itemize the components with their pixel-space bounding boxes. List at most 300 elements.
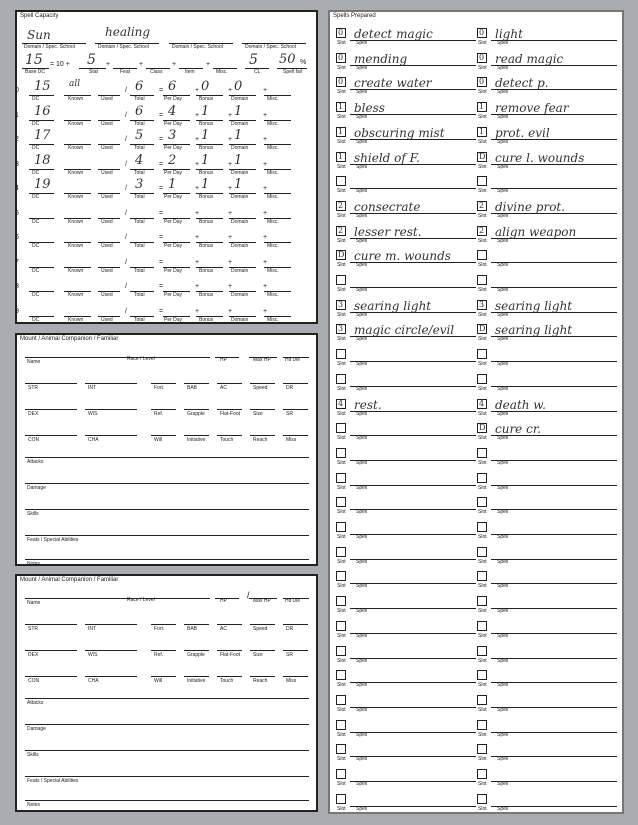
slot-label: Slot xyxy=(478,361,487,368)
slot-number: 0 xyxy=(479,28,485,37)
spell-level-number: 9 xyxy=(15,307,19,315)
spell-level-number: 3 xyxy=(15,160,19,168)
prepared-spell-name[interactable]: obscuring mist xyxy=(354,125,445,140)
prepared-spell-name[interactable]: align weapon xyxy=(495,224,577,239)
slot-checkbox[interactable] xyxy=(477,300,487,310)
spell-label: Spell xyxy=(497,657,509,664)
slot-label: Slot xyxy=(337,410,346,417)
slot-label: Slot xyxy=(337,361,346,368)
level-dc-value[interactable]: 19 xyxy=(34,177,51,192)
slot-checkbox[interactable] xyxy=(477,176,487,186)
prepared-spell-name[interactable]: cure cr. xyxy=(495,422,542,437)
spell-capacity-header: Spell Capacity xyxy=(20,13,59,19)
slot-checkbox[interactable] xyxy=(477,349,487,359)
slot-checkbox[interactable] xyxy=(336,448,346,458)
slot-number: 1 xyxy=(479,126,485,136)
level-domain-value[interactable]: 1 xyxy=(234,152,243,168)
companion-stat-label: Touch xyxy=(220,437,234,443)
slot-number: 1 xyxy=(338,151,344,161)
prepared-spell-name[interactable]: detect magic xyxy=(354,27,433,41)
spell-label: Spell xyxy=(356,682,368,689)
slot-checkbox[interactable] xyxy=(477,275,487,285)
slot-label: Slot xyxy=(478,410,487,417)
slot-checkbox[interactable] xyxy=(477,102,487,112)
prepared-spell-name[interactable]: light xyxy=(495,27,523,41)
spell-label: Spell xyxy=(356,657,368,664)
slot-checkbox[interactable] xyxy=(336,226,346,236)
row-label-known: Known xyxy=(68,218,84,225)
slot-label: Slot xyxy=(337,114,346,121)
row-label-bonus: Bonus xyxy=(199,292,214,298)
level-per_day-value[interactable]: 4 xyxy=(168,103,177,119)
row-label-dc: DC xyxy=(32,292,40,298)
slot-checkbox[interactable] xyxy=(336,522,346,532)
slot-label: Slot xyxy=(337,435,346,442)
row-label-domain: Domain xyxy=(231,218,249,225)
spell-label: Spell xyxy=(497,805,509,812)
row-label-domain: Domain xyxy=(231,267,249,274)
level-bonus-value[interactable]: 1 xyxy=(201,128,210,143)
slot-checkbox[interactable] xyxy=(477,53,487,63)
slot-checkbox[interactable] xyxy=(477,497,487,507)
companion-header: Mount / Animal Companion / Familiar xyxy=(20,336,119,342)
slot-checkbox[interactable] xyxy=(477,28,487,38)
row-label-total: Total xyxy=(134,194,145,200)
companion-skills-label: Skills xyxy=(27,752,39,758)
spell-label: Spell xyxy=(497,89,509,96)
slot-checkbox[interactable] xyxy=(336,300,346,310)
slot-checkbox[interactable] xyxy=(336,670,346,680)
spell-label: Spell xyxy=(497,188,509,195)
school-label-1: Domain / Spec. School xyxy=(24,44,75,50)
row-label-dc: DC xyxy=(32,316,40,323)
spell-label: Spell xyxy=(356,114,368,121)
spell-label: Spell xyxy=(497,731,509,738)
row-label-used: Used xyxy=(101,316,113,323)
level-bonus-value[interactable]: 0 xyxy=(201,79,210,94)
slot-label: Slot xyxy=(478,608,487,615)
slot-checkbox[interactable] xyxy=(336,571,346,581)
spell-label: Spell xyxy=(497,336,509,343)
companion-hitdie-label: Hit Die xyxy=(285,598,301,604)
row-label-total: Total xyxy=(134,267,145,274)
slot-label: Slot xyxy=(478,706,487,713)
spell-level-number: 8 xyxy=(15,283,19,290)
prepared-spell-name[interactable]: searing light xyxy=(354,298,432,313)
slot-checkbox[interactable] xyxy=(477,794,487,804)
slot-checkbox[interactable] xyxy=(336,695,346,705)
slot-label: Slot xyxy=(337,163,346,170)
spell-label: Spell xyxy=(356,336,368,343)
companion-stat-label: INT xyxy=(88,626,97,632)
spell-fail-value[interactable]: 50 xyxy=(279,52,296,67)
row-label-misc: Misc. xyxy=(267,292,279,298)
companion-stat-label: AC xyxy=(220,385,227,391)
row-label-dc: DC xyxy=(32,96,40,102)
slot-label: Slot xyxy=(337,509,346,516)
prepared-spell-name[interactable]: detect p. xyxy=(495,76,549,91)
prepared-spell-name[interactable]: searing light xyxy=(495,298,573,313)
slot-checkbox[interactable] xyxy=(477,399,487,409)
slot-checkbox[interactable] xyxy=(336,127,346,137)
slot-number: 2 xyxy=(338,225,344,235)
spell-label: Spell xyxy=(356,410,368,417)
spell-label: Spell xyxy=(497,287,509,293)
row-label-total: Total xyxy=(134,120,145,127)
slot-number: 1 xyxy=(479,102,485,112)
slot-label: Slot xyxy=(337,731,346,738)
slot-checkbox[interactable] xyxy=(336,596,346,606)
spells-prepared-panel xyxy=(328,10,624,814)
slot-label: Slot xyxy=(337,64,346,71)
level-domain-value[interactable]: 1 xyxy=(234,128,243,143)
slot-number: 1 xyxy=(338,102,344,112)
row-label-per_day: Per Day xyxy=(164,145,183,151)
slot-label: Slot xyxy=(337,188,346,195)
row-label-bonus: Bonus xyxy=(199,145,214,151)
slot-label: Slot xyxy=(337,756,346,763)
slot-checkbox[interactable] xyxy=(477,374,487,384)
companion-stat-label: Initiative xyxy=(187,437,206,443)
spell-label: Spell xyxy=(497,64,509,71)
companion-stat-label: Miss xyxy=(286,437,297,443)
level-total-value[interactable]: 6 xyxy=(135,79,144,94)
level-known-value[interactable]: all xyxy=(69,79,81,89)
slot-number: 3 xyxy=(479,299,485,309)
spell-label: Spell xyxy=(497,237,509,244)
base-label-spell-fail: Spell fail xyxy=(283,69,302,75)
row-label-misc: Misc. xyxy=(267,316,279,323)
slot-checkbox[interactable] xyxy=(477,522,487,532)
row-label-used: Used xyxy=(101,267,113,274)
slot-label: Slot xyxy=(337,682,346,689)
spell-label: Spell xyxy=(356,212,368,219)
slot-checkbox[interactable] xyxy=(477,250,487,260)
spell-label: Spell xyxy=(356,40,368,46)
slot-checkbox[interactable] xyxy=(336,152,346,162)
spell-label: Spell xyxy=(356,287,368,293)
spell-label: Spell xyxy=(497,114,509,121)
spell-label: Spell xyxy=(356,188,368,195)
slot-checkbox[interactable] xyxy=(477,547,487,557)
slot-checkbox[interactable] xyxy=(336,77,346,87)
level-bonus-value[interactable]: 1 xyxy=(201,177,210,192)
slot-checkbox[interactable] xyxy=(477,127,487,137)
companion-stat-label: WIS xyxy=(88,411,98,417)
prepared-spell-name[interactable]: searing light xyxy=(495,323,573,338)
slot-checkbox[interactable] xyxy=(477,448,487,458)
slot-checkbox[interactable] xyxy=(477,596,487,606)
slot-checkbox[interactable] xyxy=(477,152,487,162)
level-domain-value[interactable]: 1 xyxy=(234,103,243,119)
row-label-per_day: Per Day xyxy=(164,96,183,102)
slot-checkbox[interactable] xyxy=(336,621,346,631)
spell-label: Spell xyxy=(356,731,368,738)
slot-checkbox[interactable] xyxy=(477,769,487,779)
slot-checkbox[interactable] xyxy=(477,473,487,483)
level-total-value[interactable]: 3 xyxy=(135,177,144,192)
slot-label: Slot xyxy=(337,459,346,466)
companion-stat-label: Grapple xyxy=(187,652,205,658)
slot-checkbox[interactable] xyxy=(477,670,487,680)
slot-number: 0 xyxy=(338,77,344,87)
level-total-value[interactable]: 5 xyxy=(135,128,144,143)
level-dc-value[interactable]: 18 xyxy=(34,152,51,168)
row-label-per_day: Per Day xyxy=(164,243,183,249)
school-label-2: Domain / Spec. School xyxy=(98,44,149,50)
companion-stat-label: CON xyxy=(28,678,40,684)
cl-value[interactable]: 5 xyxy=(249,52,258,68)
companion-stat-label: Touch xyxy=(220,678,234,684)
slot-number: 4 xyxy=(338,398,344,408)
companion-stat-label: BAB xyxy=(187,385,198,391)
row-label-total: Total xyxy=(134,169,145,176)
spell-label: Spell xyxy=(356,361,368,368)
slot-label: Slot xyxy=(337,212,346,219)
slot-checkbox[interactable] xyxy=(477,201,487,211)
companion-maxhp-label: Max HP xyxy=(253,598,271,604)
spell-label: Spell xyxy=(356,484,368,491)
row-label-misc: Misc. xyxy=(267,194,279,200)
row-label-used: Used xyxy=(101,120,113,127)
row-label-bonus: Bonus xyxy=(199,218,214,225)
prepared-spell-name[interactable]: read magic xyxy=(495,51,564,66)
base-label-feat: Feat xyxy=(120,69,131,75)
spell-label: Spell xyxy=(356,534,368,540)
companion-stat-label: Initiative xyxy=(187,678,206,684)
slot-checkbox[interactable] xyxy=(336,250,346,260)
row-label-known: Known xyxy=(68,120,84,127)
spell-label: Spell xyxy=(497,706,509,713)
spell-label: Spell xyxy=(356,706,368,713)
prepared-spell-name[interactable]: rest. xyxy=(354,397,382,412)
row-label-bonus: Bonus xyxy=(199,316,214,323)
slot-label: Slot xyxy=(478,336,487,343)
slot-checkbox[interactable] xyxy=(477,77,487,87)
row-label-total: Total xyxy=(134,218,145,225)
stat-value[interactable]: 5 xyxy=(87,52,96,68)
slot-label: Slot xyxy=(478,484,487,491)
companion-stat-label: SR xyxy=(286,411,293,417)
row-label-bonus: Bonus xyxy=(199,169,214,176)
row-label-misc: Misc. xyxy=(267,169,279,176)
companion-damage-label: Damage xyxy=(27,726,46,732)
slot-checkbox[interactable] xyxy=(336,28,346,38)
companion-panel-2: Mount / Animal Companion / Familiar Name Race / Level HP Max HP Hit Die / STR INT Fort. BAB AC Speed DR DEX WIS Ref. Grapple Flat-Foot Size SR CON CHA Will Initiative Touch Reach Miss Attacks Damage Skills Feats / Special Abilities Notes xyxy=(15,574,318,812)
prepared-spell-name[interactable]: shield of F. xyxy=(354,150,420,165)
domain-school-1[interactable]: Sun xyxy=(27,28,51,42)
spell-label: Spell xyxy=(356,509,368,516)
spell-label: Spell xyxy=(497,781,509,787)
prepared-spell-name[interactable]: prot. evil xyxy=(495,125,550,140)
row-label-dc: DC xyxy=(32,267,40,274)
slot-label: Slot xyxy=(478,212,487,219)
companion-hp-label: HP xyxy=(220,357,227,363)
level-bonus-value[interactable]: 1 xyxy=(201,103,210,119)
companion-stat-label: STR xyxy=(28,626,38,632)
row-label-total: Total xyxy=(134,316,145,323)
slot-label: Slot xyxy=(337,484,346,491)
slot-checkbox[interactable] xyxy=(336,399,346,409)
level-bonus-value[interactable]: 1 xyxy=(201,152,210,168)
slot-checkbox[interactable] xyxy=(336,423,346,433)
row-label-per_day: Per Day xyxy=(164,169,183,176)
companion-panel-1 xyxy=(15,333,318,566)
level-dc-value[interactable]: 17 xyxy=(34,128,51,143)
slot-label: Slot xyxy=(337,89,346,96)
slot-checkbox[interactable] xyxy=(336,201,346,211)
slot-label: Slot xyxy=(478,534,487,540)
row-label-used: Used xyxy=(101,218,113,225)
companion-stat-label: Speed xyxy=(253,626,268,632)
row-label-known: Known xyxy=(68,96,84,102)
slot-checkbox[interactable] xyxy=(477,695,487,705)
slot-checkbox[interactable] xyxy=(336,794,346,804)
companion-stat-label: Fort. xyxy=(154,385,165,391)
slot-checkbox[interactable] xyxy=(336,275,346,285)
slot-label: Slot xyxy=(478,138,487,145)
spell-label: Spell xyxy=(497,410,509,417)
spell-level-number: 1 xyxy=(15,111,19,119)
slot-label: Slot xyxy=(478,188,487,195)
slot-label: Slot xyxy=(478,435,487,442)
domain-school-2[interactable]: healing xyxy=(105,25,151,39)
companion-stat-label: INT xyxy=(88,385,97,391)
slot-label: Slot xyxy=(478,40,487,46)
slot-checkbox[interactable] xyxy=(336,744,346,754)
row-label-domain: Domain xyxy=(231,194,249,200)
slot-checkbox[interactable] xyxy=(477,423,487,433)
slot-checkbox[interactable] xyxy=(336,374,346,384)
spell-label: Spell xyxy=(497,583,509,590)
slot-label: Slot xyxy=(337,558,346,565)
slot-checkbox[interactable] xyxy=(336,176,346,186)
slot-label: Slot xyxy=(478,459,487,466)
slot-checkbox[interactable] xyxy=(477,571,487,581)
spell-level-number: 6 xyxy=(15,234,19,241)
slot-label: Slot xyxy=(478,89,487,96)
slot-checkbox[interactable] xyxy=(336,769,346,779)
row-label-misc: Misc. xyxy=(267,145,279,151)
slot-checkbox[interactable] xyxy=(477,646,487,656)
prepared-spell-name[interactable]: mending xyxy=(354,51,408,66)
level-domain-value[interactable]: 1 xyxy=(234,177,243,192)
spell-label: Spell xyxy=(497,212,509,219)
companion-stat-label: CON xyxy=(28,437,40,443)
slot-label: Slot xyxy=(337,336,346,343)
slot-checkbox[interactable] xyxy=(336,324,346,334)
level-per_day-value[interactable]: 6 xyxy=(168,79,177,94)
slot-label: Slot xyxy=(337,385,346,392)
level-per_day-value[interactable]: 1 xyxy=(168,177,177,192)
level-per_day-value[interactable]: 2 xyxy=(168,152,177,168)
slot-checkbox[interactable] xyxy=(477,324,487,334)
slot-label: Slot xyxy=(337,583,346,590)
slot-checkbox[interactable] xyxy=(336,53,346,63)
slot-number: D xyxy=(479,423,486,433)
prepared-spell-name[interactable]: create water xyxy=(354,76,432,91)
level-total-value[interactable]: 6 xyxy=(135,103,144,119)
companion-stat-label: Size xyxy=(253,652,263,658)
level-dc-value[interactable]: 15 xyxy=(34,79,51,94)
prepared-spell-name[interactable]: lesser rest. xyxy=(354,224,422,239)
prepared-spell-name[interactable]: cure l. wounds xyxy=(495,150,585,165)
slot-number: 1 xyxy=(338,126,344,136)
slot-checkbox[interactable] xyxy=(336,497,346,507)
slot-checkbox[interactable] xyxy=(336,102,346,112)
slot-checkbox[interactable] xyxy=(336,547,346,557)
slot-checkbox[interactable] xyxy=(477,744,487,754)
row-label-known: Known xyxy=(68,292,84,298)
slot-label: Slot xyxy=(337,287,346,293)
slot-checkbox[interactable] xyxy=(477,226,487,236)
slot-label: Slot xyxy=(478,632,487,639)
slot-label: Slot xyxy=(337,608,346,615)
spell-label: Spell xyxy=(497,138,509,145)
prepared-spell-name[interactable]: magic circle/evil xyxy=(354,323,455,338)
companion-damage-label: Damage xyxy=(27,485,46,491)
slot-checkbox[interactable] xyxy=(477,720,487,730)
level-dc-value[interactable]: 16 xyxy=(34,103,51,119)
row-label-domain: Domain xyxy=(231,169,249,176)
slot-checkbox[interactable] xyxy=(336,646,346,656)
slot-number: 3 xyxy=(338,299,344,309)
companion-stat-label: DR xyxy=(286,626,294,632)
row-label-domain: Domain xyxy=(231,96,249,102)
spell-label: Spell xyxy=(497,484,509,491)
row-label-per_day: Per Day xyxy=(164,316,183,323)
slot-label: Slot xyxy=(337,706,346,713)
slot-label: Slot xyxy=(478,163,487,170)
slot-checkbox[interactable] xyxy=(477,621,487,631)
spell-label: Spell xyxy=(356,459,368,466)
prepared-spell-name[interactable]: remove fear xyxy=(495,101,569,116)
companion-header: Mount / Animal Companion / Familiar xyxy=(20,577,119,583)
slot-label: Slot xyxy=(478,287,487,293)
row-label-known: Known xyxy=(68,243,84,249)
slot-checkbox[interactable] xyxy=(336,720,346,730)
spell-label: Spell xyxy=(356,805,368,812)
slot-checkbox[interactable] xyxy=(336,473,346,483)
companion-skills-label: Skills xyxy=(27,511,39,517)
prepared-spell-name[interactable]: consecrate xyxy=(354,199,421,214)
slot-label: Slot xyxy=(478,64,487,71)
companion-stat-label: STR xyxy=(28,385,38,391)
level-domain-value[interactable]: 0 xyxy=(234,79,243,94)
companion-stat-label: DEX xyxy=(28,652,39,658)
prepared-spell-name[interactable]: cure m. wounds xyxy=(354,249,451,264)
spell-label: Spell xyxy=(497,311,509,318)
companion-name-label: Name xyxy=(27,359,41,365)
companion-stat-label: AC xyxy=(220,626,227,632)
base-dc-value[interactable]: 15 xyxy=(25,52,43,68)
prepared-spell-name[interactable]: death w. xyxy=(495,397,546,412)
row-label-misc: Misc. xyxy=(267,96,279,102)
prepared-spell-name[interactable]: divine prot. xyxy=(495,199,566,214)
companion-stat-label: Speed xyxy=(253,385,268,391)
companion-notes-label: Notes xyxy=(27,802,41,808)
school-label-4: Domain / Spec. School xyxy=(245,44,296,50)
spells-prepared-header: Spells Prepared xyxy=(333,13,376,19)
spell-label: Spell xyxy=(356,781,368,787)
prepared-spell-name[interactable]: bless xyxy=(354,101,385,116)
spell-level-number: 2 xyxy=(15,136,19,143)
companion-stat-label: WIS xyxy=(88,652,98,658)
level-per_day-value[interactable]: 3 xyxy=(168,128,177,143)
slot-checkbox[interactable] xyxy=(336,349,346,359)
level-total-value[interactable]: 4 xyxy=(135,152,144,168)
companion-stat-label: CHA xyxy=(88,437,99,443)
